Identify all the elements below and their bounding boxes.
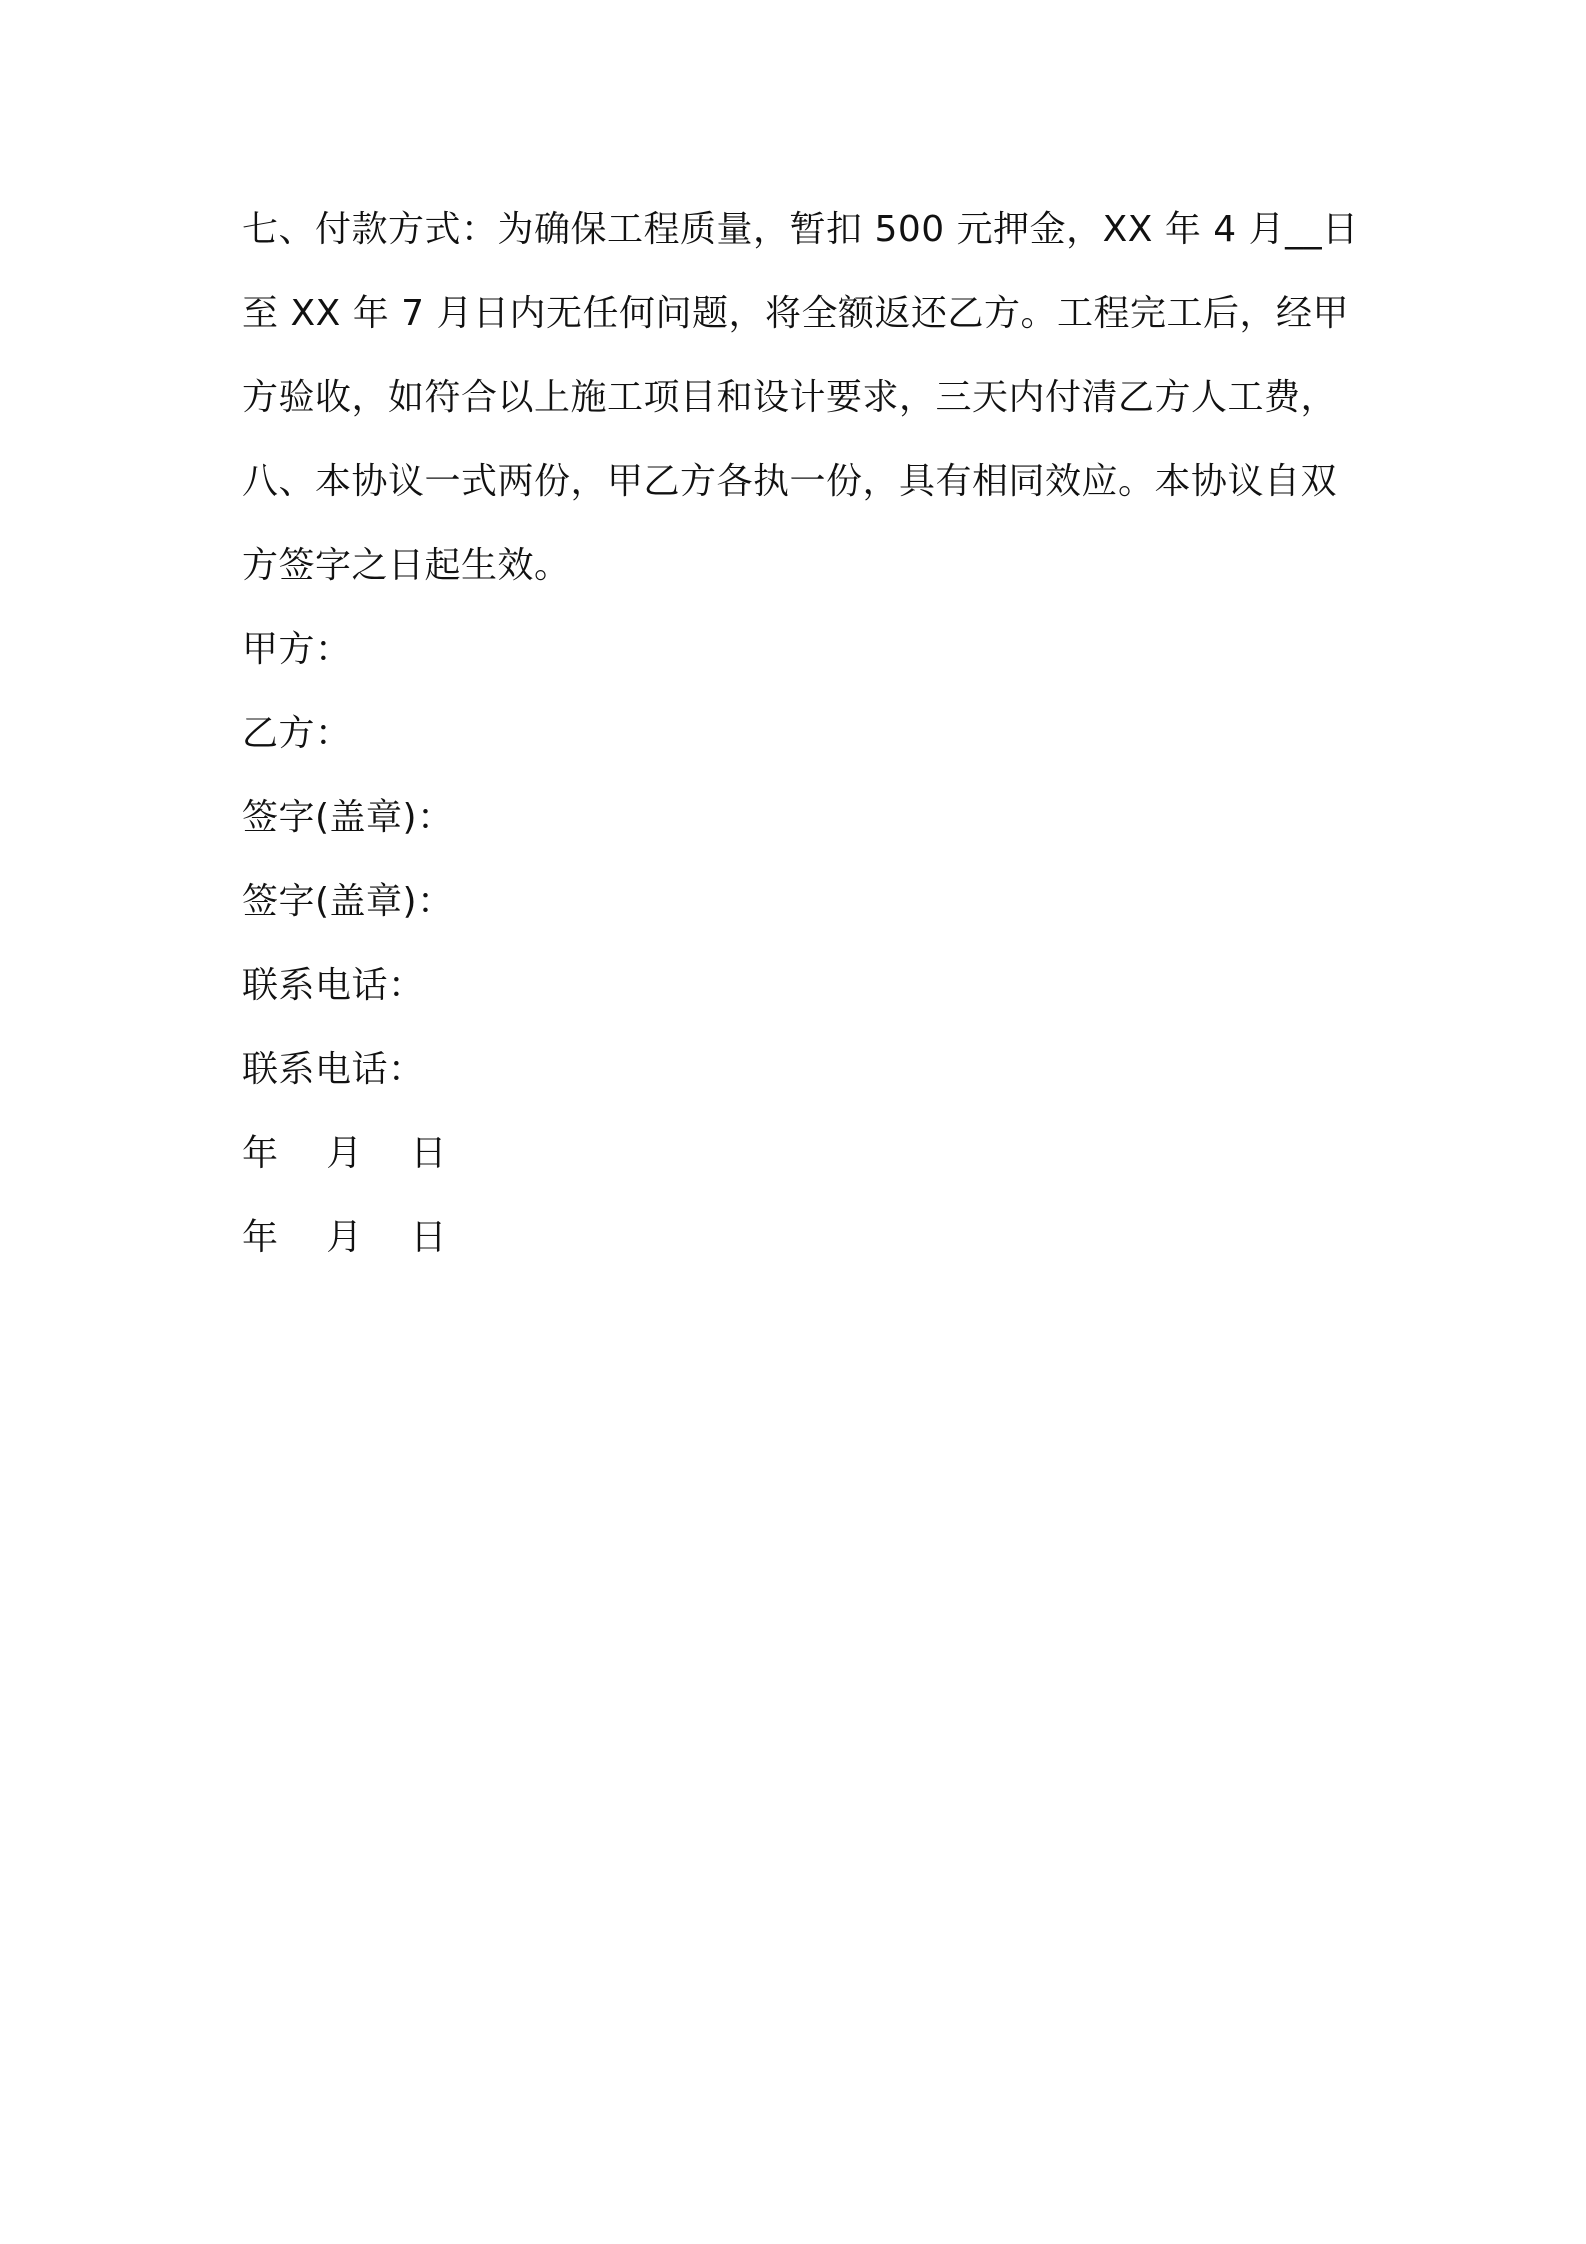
clause-seven-line-2: 至 XX 年 7 月日内无任何问题，将全额返还乙方。工程完工后，经甲 [242,293,1350,334]
clause-seven-line-3: 方验收，如符合以上施工项目和设计要求，三天内付清乙方人工费， [242,377,1338,418]
party-a-label: 甲方： [242,629,352,670]
phone-label-b: 联系电话： [242,1049,425,1090]
clause-seven-line-1: 七、付款方式：为确保工程质量，暂扣 500 元押金，XX 年 4 月__日 [242,209,1359,250]
signature-label-a: 签字(盖章)： [242,797,454,838]
date-line-b: 年 月 日 [242,1217,448,1258]
phone-label-a: 联系电话： [242,965,425,1006]
clause-eight-line-1: 八、本协议一式两份，甲乙方各执一份，具有相同效应。本协议自双 [242,461,1338,502]
date-line-a: 年 月 日 [242,1133,448,1174]
document-body [242,200,1362,1292]
clause-eight-line-2: 方签字之日起生效。 [242,545,571,586]
signature-label-b: 签字(盖章)： [242,881,454,922]
party-b-label: 乙方： [242,713,352,754]
